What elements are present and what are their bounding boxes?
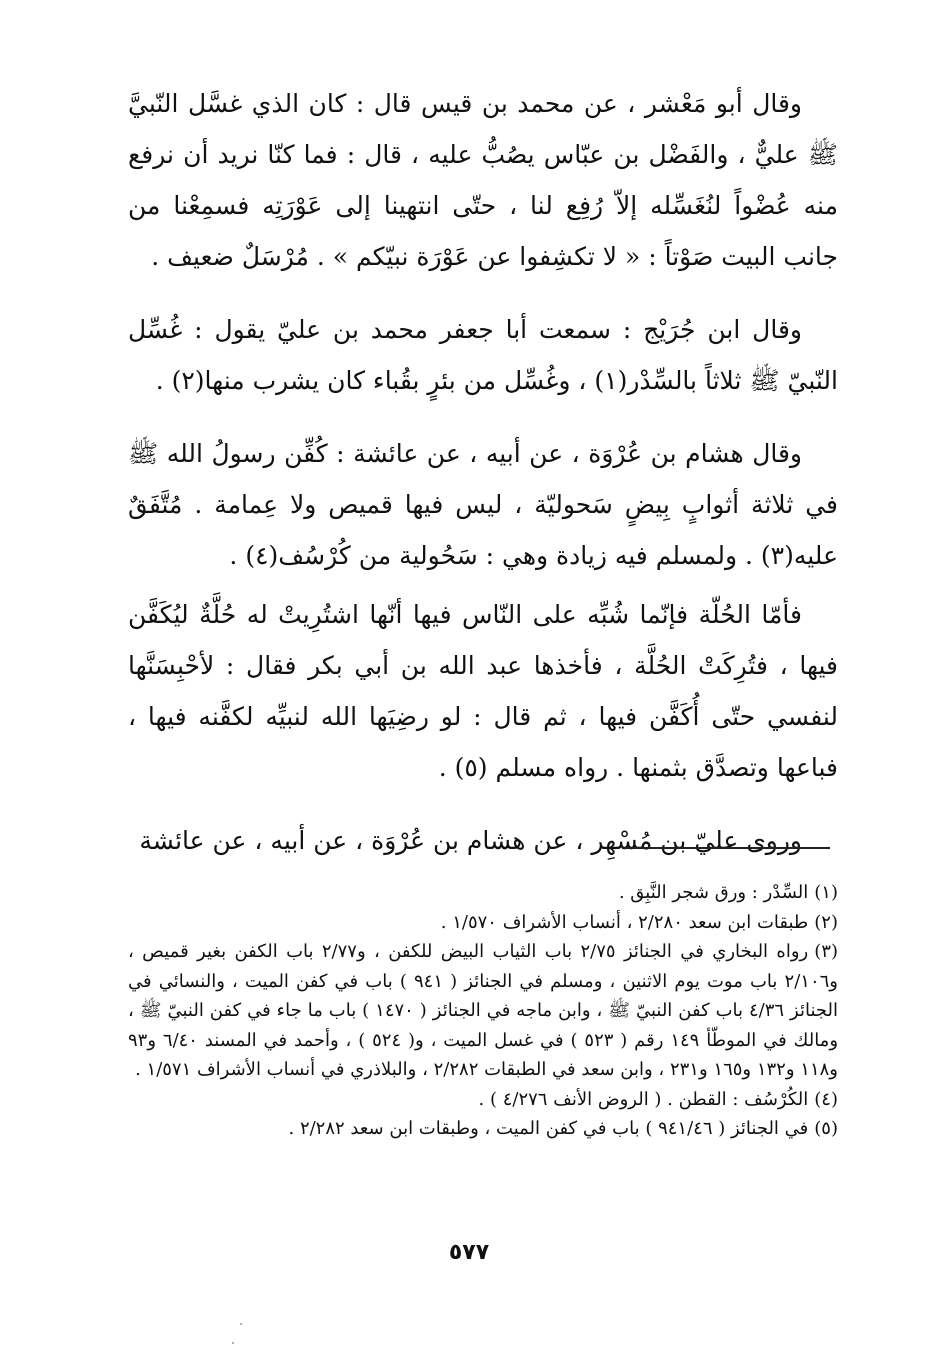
footnote-separator — [622, 847, 830, 849]
scan-speck — [232, 1342, 234, 1344]
footnote-4 — [128, 1085, 838, 1115]
page-number: ٥٧٧ — [448, 1240, 490, 1265]
footnote-number: (١) — [814, 882, 838, 903]
footnotes — [128, 878, 838, 1144]
footnote-number: (٥) — [814, 1118, 838, 1139]
paragraph-4: فأمّا الحُلّة فإنّما شُبِّه على النّاس فيها أنّها اشتُرِيتْ له حُلَّةٌ ليُكَفَّن فيها ، فتُرِكَتْ الحُلَّة ، فأخذها عبد الله بن أبي بكر فقال : لأحْبِسَنَّها لنفسي حتّى أُكَفَّن فيها ، ثم قال : لو رضِيَها الله لنبيِّه لكفَّنه فيها ، فباعها وتصدَّق بثمنها . رواه مسلم (٥) . — [128, 600, 838, 782]
paragraph-2: وقال ابن جُرَيْج : سمعت أبا جعفر محمد بن عليّ يقول : غُسِّل النّبيّ ﷺ ثلاثاً بالسِّدْر(١) ، وغُسِّل من بئرٍ بقُباء كان يشرب منها(٢) . — [128, 315, 838, 395]
paragraph-5: وروى عليّ بن مُسْهِر ، عن هشام بن عُرْوَة ، عن أبيه ، عن عائشة — [139, 826, 802, 855]
main-text — [128, 78, 838, 866]
footnote-text: رواه البخاري في الجنائز ٢/٧٥ باب الثياب البيض للكفن ، و٢/٧٧ باب الكفن بغير قميص ، و٢/١٠٦ باب موت يوم الاثنين ، ومسلم في الجنائز ( ٩٤١ ) باب في كفن الميت ، والنسائي في الجنائز ٤/٣٦ باب كفن النبيّ ﷺ ، وابن ماجه في الجنائز ( ١٤٧٠ ) باب ما جاء في كفن النبيّ ﷺ ، ومالك في الموطّأ ١٤٩ رقم ( ٥٢٣ ) في غسل الميت ، و( ٥٢٤ ) ، وأحمد في المسند ٦/٤٠ و٩٣ و١١٨ و١٣٢ و١٦٥ و٢٣١ ، وابن سعد في الطبقات ٢/٢٨٢ ، والبلاذري في أنساب الأشراف ١/٥٧١ . — [128, 941, 839, 1080]
footnote-1 — [128, 878, 838, 908]
footnote-3 — [128, 937, 838, 1085]
footnote-number: (٢) — [814, 911, 838, 933]
footnote-text: السِّدْر : ورق شجر النَّبِق . — [618, 882, 809, 903]
footnote-text: طبقات ابن سعد ٢/٢٨٠ ، أنساب الأشراف ١/٥٧٠ . — [440, 911, 809, 933]
footnote-2 — [128, 908, 838, 938]
scan-speck — [240, 1323, 242, 1325]
paragraph-1: وقال أبو مَعْشر ، عن محمد بن قيس قال : كان الذي غسَّل النّبيَّ ﷺ عليٌّ ، والفَضْل بن عبّاس يصُبُّ عليه ، قال : فما كنّا نريد أن نرفع منه عُضْواً لنُغَسِّله إلاّ رُفِع لنا ، حتّى انتهينا إلى عَوْرَتِه فسمِعْنا من جانب البيت صَوْتاً : « لا تكشِفوا عن عَوْرَة نبيّكم » . مُرْسَلٌ ضعيف . — [128, 89, 838, 271]
paragraph-3: وقال هشام بن عُرْوَة ، عن أبيه ، عن عائشة : كُفِّن رسولُ الله ﷺ في ثلاثة أثوابٍ بِيضٍ سَحوليّة ، ليس فيها قميص ولا عِمامة . مُتَّفَقٌ عليه(٣) . ولمسلم فيه زيادة وهي : سَحُولية من كُرْسُف(٤) . — [128, 439, 838, 570]
footnote-number: (٣) — [814, 941, 838, 962]
footnote-number: (٤) — [814, 1088, 838, 1110]
footnote-text: في الجنائز ( ٩٤١/٤٦ ) باب في كفن الميت ، وطبقات ابن سعد ٢/٢٨٢ . — [288, 1118, 809, 1139]
footnote-text: الكُرْسُف : القطن . ( الروض الأنف ٤/٢٧٦ ) . — [478, 1088, 809, 1110]
footnote-5 — [128, 1114, 838, 1144]
